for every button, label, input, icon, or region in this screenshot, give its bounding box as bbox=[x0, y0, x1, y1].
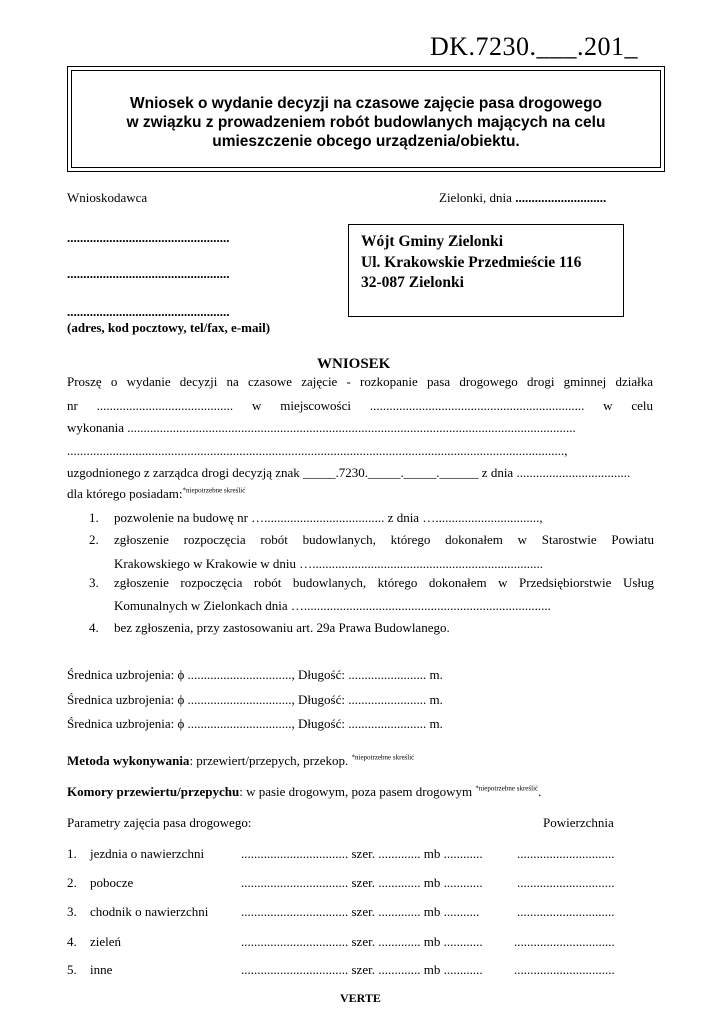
row-fields[interactable]: ................................. szer. ............. mb ............ bbox=[241, 875, 483, 890]
option-4-text[interactable]: bez zgłoszenia, przy zastosowaniu art. 29a Prawa Budowlanego. bbox=[114, 620, 450, 635]
method-label: Metoda wykonywania bbox=[67, 753, 190, 768]
in-label: w bbox=[252, 398, 262, 413]
method-line[interactable] bbox=[67, 753, 414, 769]
row-name: jezdnia o nawierzchni bbox=[90, 846, 205, 861]
recipient-address: Wójt Gminy Zielonki Ul. Krakowskie Przedmieście 116 32-087 Zielonki bbox=[361, 233, 582, 291]
method-note: *niepotrzebne skreślić bbox=[351, 753, 415, 762]
locality-label: miejscowości bbox=[280, 398, 351, 413]
option-1-number: 1. bbox=[89, 510, 99, 525]
request-line-1: Proszę o wydanie decyzji na czasowe zajęcie - rozkopanie pasa drogowego drogi gminnej działka bbox=[67, 374, 653, 389]
document-title: Wniosek o wydanie decyzji na czasowe zajęcie pasa drogowego w związku z prowadzeniem robót budowlanych mających na celu umieszczenie obcego urządzenia/obiektu. bbox=[126, 95, 606, 150]
nr-label: nr bbox=[67, 398, 78, 413]
option-4-number: 4. bbox=[89, 620, 99, 635]
row-surface[interactable]: .............................. bbox=[517, 904, 615, 919]
params-label: Parametry zajęcia pasa drogowego: bbox=[67, 815, 252, 830]
place-date-prefix: Zielonki, dnia bbox=[439, 190, 516, 205]
verte-label: VERTE bbox=[340, 991, 381, 1005]
title-box bbox=[67, 66, 665, 172]
request-line-2 bbox=[67, 398, 653, 414]
plot-number-field[interactable]: .......................................... bbox=[96, 398, 234, 413]
row-surface[interactable]: ............................... bbox=[514, 962, 615, 977]
row-surface[interactable]: .............................. bbox=[517, 875, 615, 890]
row-surface[interactable]: ............................... bbox=[514, 934, 615, 949]
purpose-field-continued[interactable]: ........................................................................................................................................................., bbox=[67, 443, 568, 458]
row-fields[interactable]: ................................. szer. ............. mb ........... bbox=[241, 904, 480, 919]
chambers-end: . bbox=[538, 784, 542, 799]
row-number: 4. bbox=[67, 934, 77, 949]
chambers-label: Komory przewiertu/przepychu bbox=[67, 784, 240, 799]
row-number: 5. bbox=[67, 962, 77, 977]
option-2-text[interactable]: zgłoszenie rozpoczęcia robót budowlanych, którego dokonałem w Starostwie Powiatu bbox=[114, 532, 654, 547]
applicant-caption: (adres, kod pocztowy, tel/fax, e-mail) bbox=[67, 320, 271, 335]
strike-note: *niepotrzebne skreślić bbox=[182, 486, 246, 495]
option-3-number: 3. bbox=[89, 575, 99, 590]
option-2-text-continued[interactable]: Krakowskiego w Krakowie w dniu …....................................................................... bbox=[114, 556, 543, 571]
chambers-line[interactable] bbox=[67, 784, 541, 800]
applicant-line-3[interactable]: .................................................. bbox=[67, 304, 230, 319]
row-number: 3. bbox=[67, 904, 77, 919]
possession-label bbox=[67, 486, 245, 502]
row-fields[interactable]: ................................. szer. ............. mb ............ bbox=[241, 934, 483, 949]
diameter-row-1[interactable]: Średnica uzbrojenia: ϕ ................................, Długość: ........................ m. bbox=[67, 667, 443, 682]
row-name: zieleń bbox=[90, 934, 122, 949]
row-number: 2. bbox=[67, 875, 77, 890]
applicant-line-1[interactable]: .................................................. bbox=[67, 230, 230, 245]
row-number: 1. bbox=[67, 846, 77, 861]
option-1-text[interactable]: pozwolenie na budowę nr …..................................... z dnia …................................, bbox=[114, 510, 543, 525]
diameter-row-3[interactable]: Średnica uzbrojenia: ϕ ................................, Długość: ........................ m. bbox=[67, 716, 443, 731]
row-surface[interactable]: .............................. bbox=[517, 846, 615, 861]
request-heading: WNIOSEK bbox=[317, 356, 391, 372]
applicant-label: Wnioskodawca bbox=[67, 190, 148, 205]
applicant-line-2[interactable]: .................................................. bbox=[67, 266, 230, 281]
chambers-options[interactable]: : w pasie drogowym, poza pasem drogowym bbox=[239, 784, 473, 799]
row-fields[interactable]: ................................. szer. ............. mb ............ bbox=[241, 962, 483, 977]
option-3-text-continued[interactable]: Komunalnych w Zielonkach dnia …............................................................................ bbox=[114, 598, 551, 613]
in-order-label: w bbox=[603, 398, 613, 413]
diameter-row-2[interactable]: Średnica uzbrojenia: ϕ ................................, Długość: ........................ m. bbox=[67, 692, 443, 707]
purpose-field[interactable]: wykonania .......................................................................................................................................... bbox=[67, 420, 576, 435]
row-fields[interactable]: ................................. szer. ............. mb ............ bbox=[241, 846, 483, 861]
row-name: pobocze bbox=[90, 875, 134, 890]
place-date[interactable] bbox=[439, 190, 606, 206]
purpose-label: celu bbox=[631, 398, 654, 413]
method-options[interactable]: : przewiert/przepych, przekop. bbox=[189, 753, 349, 768]
chambers-note: *niepotrzebne skreślić bbox=[475, 784, 539, 793]
document-number: DK.7230.___.201_ bbox=[430, 32, 639, 61]
date-field[interactable]: ............................ bbox=[515, 190, 607, 205]
recipient-box bbox=[348, 224, 624, 317]
possession-text: dla którego posiadam: bbox=[67, 486, 183, 501]
surface-header: Powierzchnia bbox=[543, 815, 614, 830]
decision-reference[interactable]: uzgodnionego z zarządca drogi decyzją znak _____.7230._____._____.______ z dnia ................................... bbox=[67, 465, 631, 480]
option-3-text[interactable]: zgłoszenie rozpoczęcia robót budowlanych, którego dokonałem w Przedsiębiorstwie Usług bbox=[114, 575, 654, 590]
option-2-number: 2. bbox=[89, 532, 99, 547]
row-name: inne bbox=[90, 962, 113, 977]
row-name: chodnik o nawierzchni bbox=[90, 904, 209, 919]
locality-field[interactable]: .................................................................. bbox=[369, 398, 585, 413]
